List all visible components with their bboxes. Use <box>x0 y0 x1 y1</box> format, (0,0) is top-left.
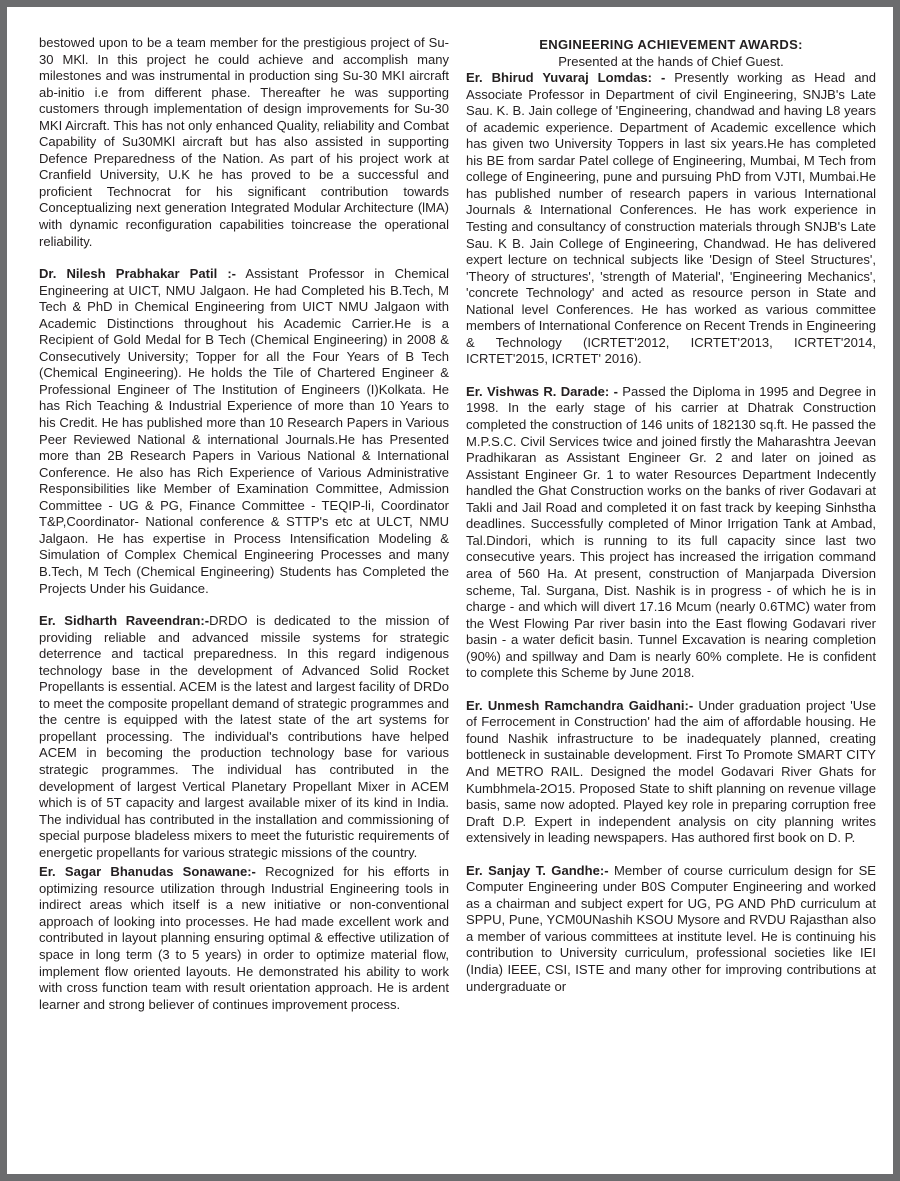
entry-unmesh-gaidhani <box>466 698 876 847</box>
entry-text: Presently working as Head and Associate Professor in Department of civil Engineering, SNJB's Late Sau. K. B. Jain college of 'Engineering, chandwad and having L8 years of academic experience. Department of Academic excellence which has given two University Toppers in last six years.He has completed his BE from sardar Patel college of Engineering, Mumbai, M Tech from college of Engineering, pune and pursuing PhD from VJTI, Mumbai.He has published number of research papers in various International Journals & International Conferences. He has work experience in Testing and consultancy of construction materials through SNJB's Late Sau. K B. Jain College of Engineering, Chandwad. He has delivered expert lecture on technical subjects like 'Design of Steel Structures', 'Theory of structures', 'strength of Material', 'Engineering Mechanics', 'concrete Technology' and acted as resource person in State and National level Conferences. He has worked as various committee members of International Conference on Recent Trends in Engineering & Technology (ICRTET'2012, ICRTET'2013, ICRTET'2014, ICRTET'2015, ICRTET' 2016). <box>466 70 876 367</box>
right-column <box>466 37 876 995</box>
entry-vishwas-darade <box>466 384 876 682</box>
entry-name: Dr. Nilesh Prabhakar Patil :- <box>39 266 237 282</box>
entry-sagar-sonawane <box>39 864 449 1013</box>
section-subtitle: Presented at the hands of Chief Guest. <box>558 53 784 69</box>
entry-name: Er. Sanjay T. Gandhe:- <box>466 862 609 878</box>
left-column <box>39 35 449 1013</box>
section-title: ENGINEERING ACHIEVEMENT AWARDS: <box>539 37 803 52</box>
entry-text: Member of course curriculum design for SE Computer Engineering under B0S Computer Engineering and worked as a chairman and subject expert for UG, PG AND PhD curriculum at SPPU, Pune, YCM0UNashih KSOU Mysore and RVDU Rajasthan also a member of various committees at institute level. He is continuing his contribution to University curriculum, professional societies like IEI (India) IEEE, CSI, ISTE and many other for improving contributions at undergraduate or <box>466 862 877 994</box>
entry-name: Er. Sidharth Raveendran:- <box>39 613 210 629</box>
entry-text: Recognized for his efforts in optimizing resource utilization through Industrial Engineering tools in indirect areas which itself is a new initiative or non-conventional approach of looking into processes. He had made excellent work and contributed in layout planning ensuring optimal & effective utilization of space in long term (3 to 5 years) in order to optimize material flow, implement flow oriented layouts. He demonstrated his ability to work with cross function team with result orientation approach. He is ardent learner and strong believer of continues improvement process. <box>39 864 450 1012</box>
intro-paragraph: bestowed upon to be a team member for the prestigious project of Su-30 MKl. In this project he could achieve and accomplish many milestones and was instrumental in production sing Su-30 MKI aircraft ab-initio i.e from different phase. Thereafter he was supporting customers through implementation of design improvements for Su-30 MKI Aircraft. This has not only enhanced Quality, reliability and Combat Capability of Su30MKl aircraft but has also assisted in supporting Defence Preparedness of the Nation. As part of his project work at Cranfield University, U.K he has proved to be a successful and proficient Technocrat for his significant contribution towards Conceptualizing next generation Integrated Modular Architecture (lMA) with dynamic reconfiguration capabilities toincrease the operational reliability. <box>39 35 449 249</box>
entry-text: Under graduation project 'Use of Ferrocement in Construction' had the aim of affordable housing. He found Nashik infrastructure to be inadequately planned, creating bottleneck in sustainable development. First To Promote SMART CITY And METRO RAIL. Designed the model Godavari River Ghats for Kumbhmela-2O15. Proposed State to shift planning on revenue village basis, same now adopted. Played key role in preparing corruption free Draft D.P. Expert in independent analysis on city planning writes extensively in leading newspapers. Has authored first book on D. P. <box>466 697 876 846</box>
entry-name: Er. Sagar Bhanudas Sonawane:- <box>39 864 256 880</box>
entry-name: Er. Unmesh Ramchandra Gaidhani:- <box>466 697 694 713</box>
entry-sidharth-raveendran <box>39 613 449 861</box>
entry-sanjay-gandhe <box>466 863 876 995</box>
entry-name: Er. Bhirud Yuvaraj Lomdas: - <box>466 70 666 86</box>
entry-nilesh-patil <box>39 266 449 597</box>
entry-name: Er. Vishwas R. Darade: - <box>466 383 618 399</box>
entry-text: Passed the Diploma in 1995 and Degree in 1998. In the early stage of his carrier at Dhatrak Construction completed the construction of 146 units of 182130 sq.ft. He passed the M.P.S.C. Civil Services twice and joined firstly the Maharashtra Jeevan Pradhikaran as Assistant Engineer Gr. 2 and later on joined as Assistant Engineer Gr. 1 to water Resources Department Indecently handled the Ghat Construction works on the banks of river Godavari at Takli and Jail Road and completed it on fast track by keeping Sinhstha deadlines. Successfully completed of Minor Irrigation Tank at Ambad, Tal.Dindori, which is running to its full capacity since last two consecutive years. This project has increased the irrigation command area of 560 Ha. At present, construction of Manjarpada Diversion scheme, Tal. Surgana, Dist. Nashik is in progress - of which he is in charge - and which will divert 17.16 Mcum (nearly 0.6TMC) water from the West Flowing Par river basin into the East flowing Godavari river basin - a water deficit basin. Tunnel Excavation is nearing completion (90%) and spillway and Dam is nearly 60% complete. He is confident to complete this Scheme by June 2018. <box>466 383 876 681</box>
entry-bhirud-lomdas <box>466 70 876 368</box>
entry-text: DRDO is dedicated to the mission of providing reliable and advanced missile systems for strategic deterrence and tactical preparedness. In this regard indigenous technology base in the development of Advanced Solid Rocket Propellants is essential. ACEM is the latest and largest facility of DRDo to meet the composite propellant demand of strategic programmes and the centre is equipped with the latest state of the art systems for propellant processing. The individual's contributions have helped ACEM in becoming the production technology base for various strategic programmes. The individual has contributed in the development of largest Vertical Planetary Propellant Mixer in ACEM which is of 5T capacity and largest available mixer of its kind in India. The individual has contributed in the installation and commissioning of special purpose bladeless mixers to meet the futuristic requirements of energetic propellants for various strategic missions of the country. <box>39 613 449 860</box>
entry-text: Assistant Professor in Chemical Engineering at UICT, NMU Jalgaon. He had Completed his B.Tech, M Tech & PhD in Chemical Engineering from UICT NMU Jalgaon with Academic Distinctions throughout his Academic Carrier.He is a Recipient of Gold Medal for B Tech (Chemical Engineering) in 2008 & Consecutively University; Topper for all the Four Years of B Tech (Chemical Engineering). He holds the Tile of Chartered Engineer & Professional Engineer of The Institution of Engineers (I)Kolkata. He has Rich Teaching & Industrial Experience of more than 10 Years to his Credit. He has published more than 10 Research Papers in Various Peer Reviewed National & international Journals.He has Presented more than 2B Research Papers in Various National & International Conference. He also has Rich Experience of Various Administrative Responsibilities like Member of Examination Committee, Admission Committee - UG & PG, Finance Committee - TEQIP-li, Coordinator T&P,Coordinator- National conference & STTP's etc at ULCT, NMU Jalgaon. He has expertise in Process Intensification Modeling & Simulation of Complex Chemical Engineering Processes and many B.Tech, M Tech (Chemical Engineering) Students has Completed the Projects Under his Guidance. <box>39 266 450 596</box>
